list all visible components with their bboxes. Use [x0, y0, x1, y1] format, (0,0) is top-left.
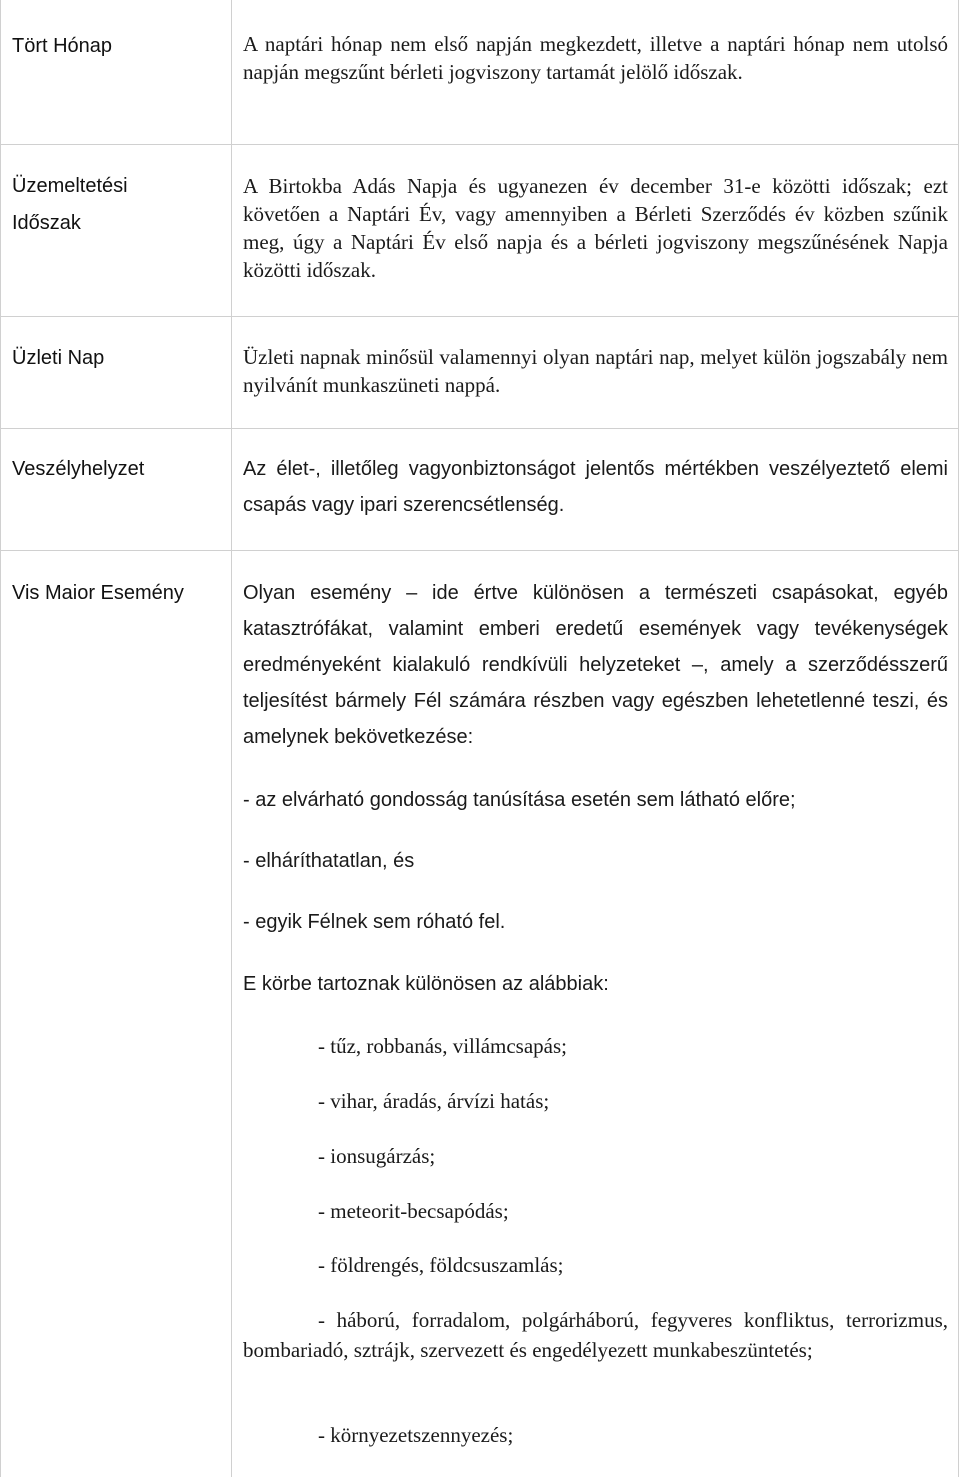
- condition-item: - elháríthatatlan, és: [243, 850, 415, 872]
- definition-text: Az élet-, illetőleg vagyonbiztonságot jelentős mértékben veszélyeztető elemi csapás vagy ipari szerencsétlenség.: [243, 458, 948, 516]
- row-divider: [0, 550, 959, 551]
- definition-text: A naptári hónap nem első napján megkezdett, illetve a naptári hónap nem utolsó napján megszűnt bérleti jogviszony tartamát jelölő időszak.: [243, 32, 948, 84]
- includes-item: - ionsugárzás;: [318, 1144, 436, 1168]
- includes-item-long: - háború, forradalom, polgárháború, fegyveres konfliktus, terrorizmus, bombariadó, sztrájk, szervezett és engedélyezett munkabeszüntetés;: [243, 1308, 948, 1362]
- includes-item: - meteorit-becsapódás;: [318, 1199, 509, 1223]
- definition-vis-maior-esemeny: [243, 575, 948, 755]
- term-uzleti-nap: Üzleti Nap: [12, 347, 105, 369]
- includes-item: - vihar, áradás, árvízi hatás;: [318, 1089, 550, 1113]
- definition-uzleti-nap: [243, 343, 948, 399]
- definition-veszelyhelyzet: [243, 451, 948, 523]
- term-uzemeltetesi-idoszak: [12, 168, 227, 242]
- includes-item: - tűz, robbanás, villámcsapás;: [318, 1034, 568, 1058]
- condition-item: - egyik Félnek sem róható fel.: [243, 911, 506, 933]
- row-divider: [0, 316, 959, 317]
- term-line: Időszak: [12, 212, 81, 234]
- table-border-left: [0, 0, 1, 1477]
- term-veszelyhelyzet: Veszélyhelyzet: [12, 458, 145, 480]
- term-vis-maior-esemeny: Vis Maior Esemény: [12, 582, 184, 604]
- table-border-right: [958, 0, 959, 1477]
- definition-text: Üzleti napnak minősül valamennyi olyan naptári nap, melyet külön jogszabály nem nyilvánít munkaszüneti nappá.: [243, 345, 948, 397]
- definition-tort-honap: [243, 30, 948, 86]
- includes-item: - környezetszennyezés;: [318, 1423, 514, 1447]
- definition-text: Olyan esemény – ide értve különösen a természeti csapásokat, egyéb katasztrófákat, valamint emberi eredetű események vagy tevékenységek eredményeként kialakuló rendkívüli helyzeteket –, amely a szerződésszerű teljesítést bármely Fél számára részben vagy egészben lehetetlenné teszi, és amelynek bekövetkezése:: [243, 582, 948, 748]
- condition-item: - az elvárható gondosság tanúsítása esetén sem látható előre;: [243, 789, 796, 811]
- definition-uzemeltetesi-idoszak: [243, 172, 948, 284]
- row-divider: [0, 144, 959, 145]
- term-line: Üzemeltetési: [12, 175, 128, 197]
- table-column-divider: [231, 0, 232, 1477]
- term-tort-honap: Tört Hónap: [12, 35, 113, 57]
- row-divider: [0, 428, 959, 429]
- includes-item: - földrengés, földcsuszamlás;: [318, 1253, 564, 1277]
- definition-text: A Birtokba Adás Napja és ugyanezen év december 31-e közötti időszak; ezt követően a Naptári Év, vagy amennyiben a Bérleti Szerződés év közben szűnik meg, úgy a Naptári Év első napja és a bérleti jogviszony megszűnésének Napja közötti időszak.: [243, 174, 948, 282]
- includes-intro: E körbe tartoznak különösen az alábbiak:: [243, 973, 609, 995]
